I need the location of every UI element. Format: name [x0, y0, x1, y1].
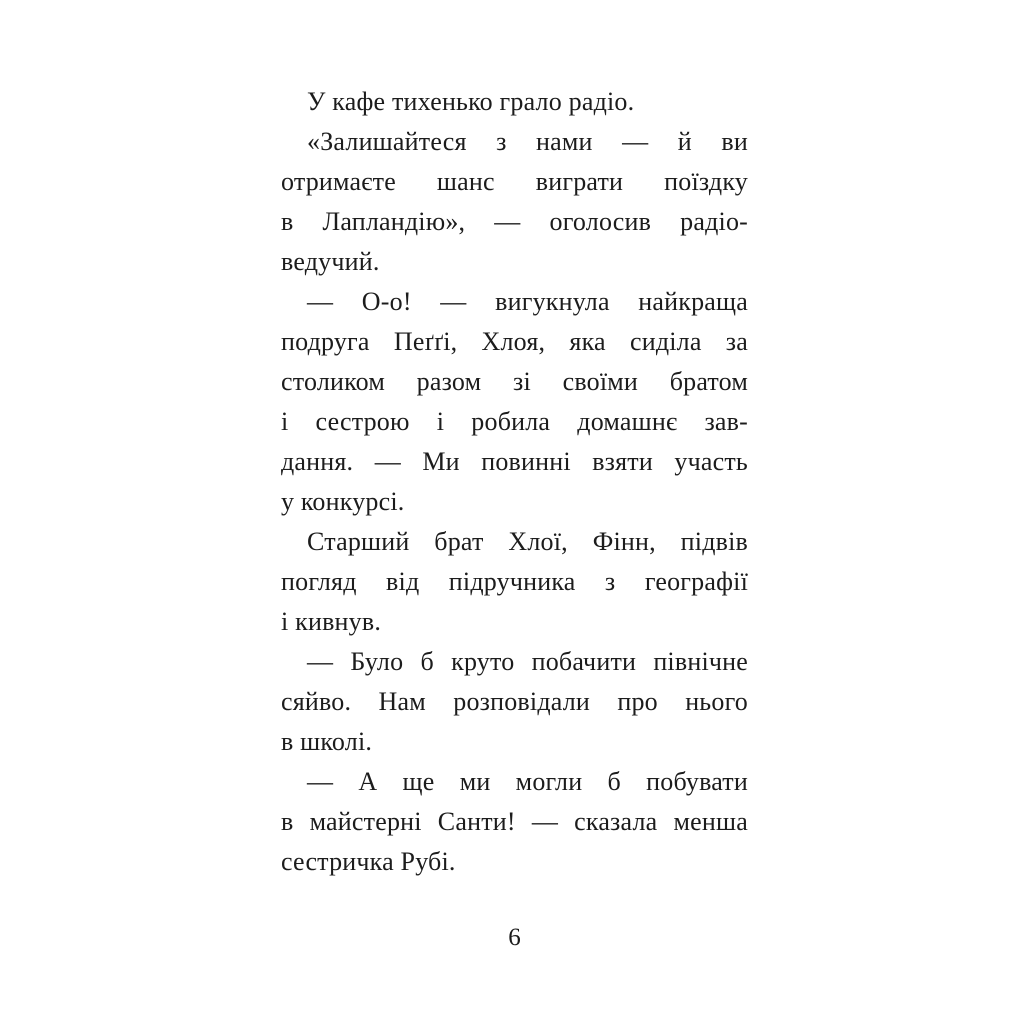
text-line: «Залишайтеся з нами — й ви [307, 127, 748, 156]
text-line: у конкурсі. [281, 487, 405, 516]
text-line: в майстерні Санти! — сказала менша [281, 807, 748, 836]
text-line: сестричка Рубі. [281, 847, 456, 876]
text-line: і сестрою і робила домашнє зав- [281, 407, 748, 436]
page-text [281, 82, 748, 882]
text-line: в школі. [281, 727, 373, 756]
text-line: отримаєте шанс виграти поїздку [281, 167, 748, 196]
text-line: У кафе тихенько грало радіо. [307, 87, 635, 116]
text-line: погляд від підручника з географії [281, 567, 748, 596]
text-line: в Лапландію», — оголосив радіо- [281, 207, 748, 236]
text-line: — Було б круто побачити північне [307, 647, 748, 676]
text-line: — О-о! — вигукнула найкраща [307, 287, 748, 316]
text-line: Старший брат Хлої, Фінн, підвів [307, 527, 748, 556]
text-line: сяйво. Нам розповідали про нього [281, 687, 748, 716]
text-line: і кивнув. [281, 607, 382, 636]
text-line: ведучий. [281, 247, 380, 276]
text-line: столиком разом зі своїми братом [281, 367, 748, 396]
text-line: дання. — Ми повинні взяти участь [281, 447, 748, 476]
text-line: — А ще ми могли б побувати [307, 767, 748, 796]
text-line: подруга Пеґґі, Хлоя, яка сиділа за [281, 327, 748, 356]
page-number: 6 [508, 924, 521, 951]
